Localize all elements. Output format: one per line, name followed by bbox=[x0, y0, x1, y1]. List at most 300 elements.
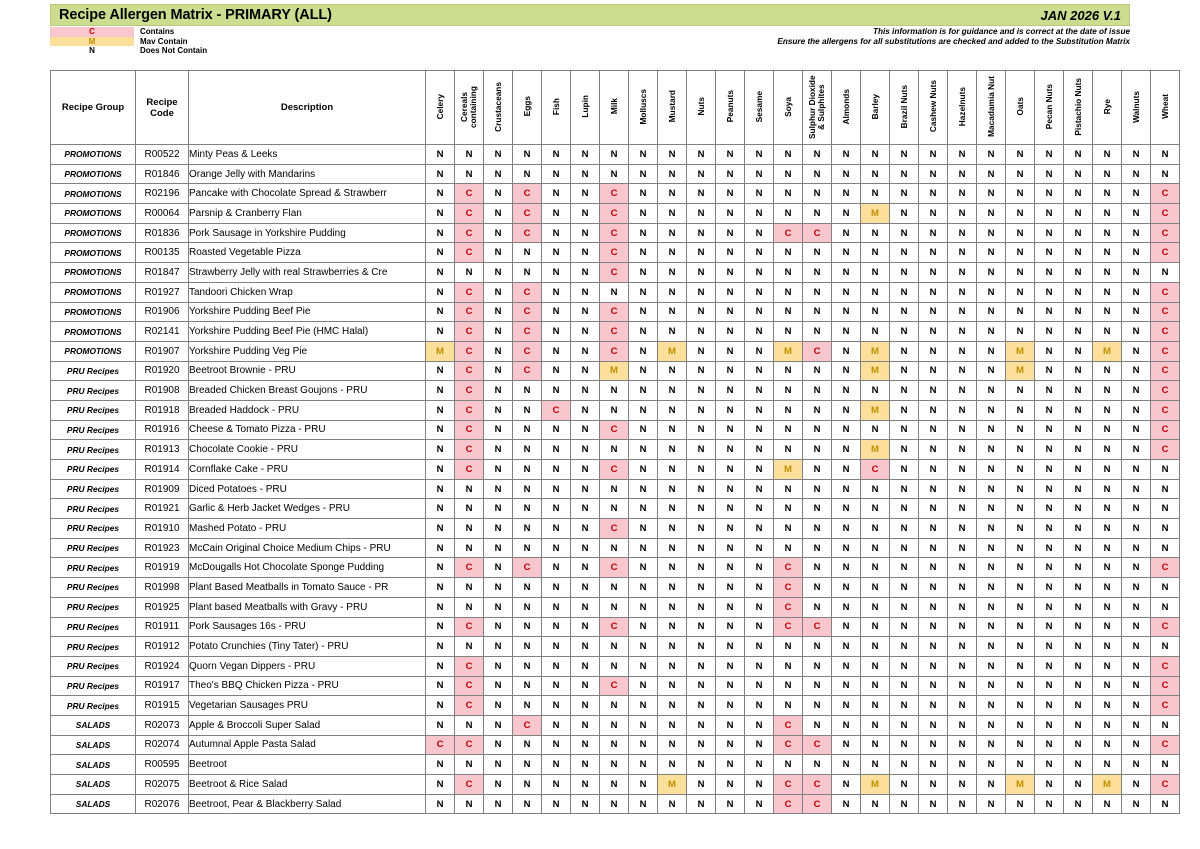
cell-allergen-status: N bbox=[716, 696, 745, 716]
cell-allergen-status: N bbox=[745, 400, 774, 420]
cell-allergen-status: N bbox=[1064, 538, 1093, 558]
table-row[interactable] bbox=[51, 597, 1180, 617]
disclaimer bbox=[777, 27, 1130, 47]
cell-allergen-status: N bbox=[1093, 558, 1122, 578]
cell-allergen-status: N bbox=[542, 715, 571, 735]
cell-allergen-status: N bbox=[1093, 302, 1122, 322]
cell-recipe-code: R01915 bbox=[136, 696, 189, 716]
cell-allergen-status: N bbox=[571, 637, 600, 657]
legend-key-n: N bbox=[89, 46, 95, 55]
cell-allergen-status: N bbox=[861, 184, 890, 204]
cell-allergen-status: N bbox=[1064, 322, 1093, 342]
cell-allergen-status: N bbox=[890, 794, 919, 814]
cell-allergen-status: N bbox=[426, 460, 455, 480]
cell-allergen-status: N bbox=[803, 440, 832, 460]
cell-allergen-status: M bbox=[861, 400, 890, 420]
cell-allergen-status: N bbox=[484, 715, 513, 735]
cell-allergen-status: N bbox=[745, 637, 774, 657]
cell-allergen-status: C bbox=[600, 460, 629, 480]
cell-allergen-status: N bbox=[687, 420, 716, 440]
cell-allergen-status: N bbox=[832, 460, 861, 480]
cell-allergen-status: N bbox=[948, 282, 977, 302]
cell-allergen-status: N bbox=[948, 223, 977, 243]
cell-description: Breaded Haddock - PRU bbox=[189, 400, 426, 420]
cell-allergen-status: N bbox=[658, 322, 687, 342]
cell-allergen-status: C bbox=[455, 400, 484, 420]
table-row[interactable] bbox=[51, 322, 1180, 342]
cell-recipe-code: R01912 bbox=[136, 637, 189, 657]
cell-description: Pork Sausage in Yorkshire Pudding bbox=[189, 223, 426, 243]
cell-allergen-status: N bbox=[629, 755, 658, 775]
cell-allergen-status: N bbox=[629, 420, 658, 440]
cell-allergen-status: N bbox=[1093, 164, 1122, 184]
cell-allergen-status: N bbox=[977, 381, 1006, 401]
cell-allergen-status: N bbox=[977, 479, 1006, 499]
cell-allergen-status: N bbox=[803, 479, 832, 499]
cell-allergen-status: N bbox=[948, 558, 977, 578]
cell-allergen-status: N bbox=[571, 184, 600, 204]
cell-allergen-status: N bbox=[1122, 400, 1151, 420]
table-row[interactable] bbox=[51, 460, 1180, 480]
cell-allergen-status: N bbox=[484, 460, 513, 480]
cell-allergen-status: N bbox=[1006, 578, 1035, 598]
allergen-header-label: Crustaceans bbox=[492, 81, 503, 132]
cell-allergen-status: N bbox=[774, 479, 803, 499]
cell-allergen-status: N bbox=[832, 223, 861, 243]
column-header-allergen bbox=[542, 71, 571, 145]
cell-allergen-status: N bbox=[716, 617, 745, 637]
cell-allergen-status: N bbox=[774, 282, 803, 302]
cell-allergen-status: M bbox=[1093, 341, 1122, 361]
cell-allergen-status: N bbox=[716, 637, 745, 657]
cell-allergen-status: N bbox=[948, 145, 977, 165]
cell-allergen-status: N bbox=[977, 341, 1006, 361]
table-row[interactable] bbox=[51, 243, 1180, 263]
cell-allergen-status: N bbox=[1064, 775, 1093, 795]
cell-allergen-status: N bbox=[977, 696, 1006, 716]
table-row[interactable] bbox=[51, 676, 1180, 696]
cell-allergen-status: N bbox=[1093, 637, 1122, 657]
table-row[interactable] bbox=[51, 775, 1180, 795]
cell-allergen-status: N bbox=[948, 696, 977, 716]
cell-allergen-status: N bbox=[948, 538, 977, 558]
cell-allergen-status: N bbox=[1122, 479, 1151, 499]
cell-allergen-status: N bbox=[1035, 676, 1064, 696]
column-header-allergen bbox=[1006, 71, 1035, 145]
cell-allergen-status: N bbox=[1122, 755, 1151, 775]
cell-allergen-status: N bbox=[1006, 597, 1035, 617]
cell-allergen-status: N bbox=[919, 715, 948, 735]
cell-allergen-status: N bbox=[716, 381, 745, 401]
cell-allergen-status: N bbox=[426, 282, 455, 302]
cell-allergen-status: N bbox=[513, 617, 542, 637]
disclaimer-line-1: This information is for guidance and is correct at the date of issue bbox=[872, 27, 1130, 36]
cell-allergen-status: N bbox=[426, 400, 455, 420]
cell-allergen-status: N bbox=[919, 361, 948, 381]
cell-allergen-status: N bbox=[919, 460, 948, 480]
column-header-allergen bbox=[687, 71, 716, 145]
cell-allergen-status: C bbox=[600, 519, 629, 539]
cell-allergen-status: N bbox=[1122, 735, 1151, 755]
cell-allergen-status: N bbox=[716, 164, 745, 184]
cell-allergen-status: C bbox=[513, 341, 542, 361]
allergen-header-label: Brazil Nuts bbox=[898, 84, 909, 129]
table-row[interactable] bbox=[51, 420, 1180, 440]
cell-allergen-status: N bbox=[977, 322, 1006, 342]
table-row[interactable] bbox=[51, 755, 1180, 775]
cell-allergen-status: N bbox=[1122, 637, 1151, 657]
cell-allergen-status: N bbox=[484, 617, 513, 637]
cell-allergen-status: N bbox=[687, 341, 716, 361]
table-row[interactable] bbox=[51, 302, 1180, 322]
cell-allergen-status: C bbox=[513, 282, 542, 302]
cell-allergen-status: N bbox=[890, 558, 919, 578]
table-row[interactable] bbox=[51, 794, 1180, 814]
cell-allergen-status: N bbox=[687, 617, 716, 637]
cell-allergen-status: N bbox=[513, 499, 542, 519]
table-row[interactable] bbox=[51, 479, 1180, 499]
cell-allergen-status: N bbox=[1122, 775, 1151, 795]
cell-allergen-status: N bbox=[1151, 164, 1180, 184]
cell-allergen-status: N bbox=[571, 204, 600, 224]
cell-allergen-status: N bbox=[745, 184, 774, 204]
cell-allergen-status: C bbox=[774, 794, 803, 814]
cell-description: Yorkshire Pudding Beef Pie (HMC Halal) bbox=[189, 322, 426, 342]
cell-allergen-status: N bbox=[600, 696, 629, 716]
cell-allergen-status: N bbox=[803, 696, 832, 716]
cell-allergen-status: N bbox=[542, 420, 571, 440]
table-row[interactable] bbox=[51, 282, 1180, 302]
cell-recipe-code: R02074 bbox=[136, 735, 189, 755]
cell-allergen-status: N bbox=[687, 184, 716, 204]
legend-label-n: Does Not Contain bbox=[140, 46, 208, 55]
cell-allergen-status: N bbox=[455, 597, 484, 617]
cell-allergen-status: N bbox=[658, 656, 687, 676]
cell-allergen-status: N bbox=[1006, 440, 1035, 460]
cell-allergen-status: N bbox=[745, 341, 774, 361]
cell-allergen-status: N bbox=[716, 184, 745, 204]
cell-allergen-status: N bbox=[542, 558, 571, 578]
cell-allergen-status: N bbox=[426, 420, 455, 440]
column-header-allergen bbox=[716, 71, 745, 145]
cell-allergen-status: N bbox=[687, 519, 716, 539]
cell-allergen-status: N bbox=[716, 735, 745, 755]
cell-allergen-status: N bbox=[948, 460, 977, 480]
cell-allergen-status: N bbox=[1064, 440, 1093, 460]
cell-allergen-status: N bbox=[600, 656, 629, 676]
table-row[interactable] bbox=[51, 400, 1180, 420]
cell-recipe-code: R01908 bbox=[136, 381, 189, 401]
cell-allergen-status: N bbox=[571, 558, 600, 578]
cell-allergen-status: N bbox=[919, 302, 948, 322]
cell-allergen-status: N bbox=[513, 263, 542, 283]
cell-allergen-status: N bbox=[658, 263, 687, 283]
cell-allergen-status: N bbox=[1035, 755, 1064, 775]
cell-allergen-status: N bbox=[919, 223, 948, 243]
table-row[interactable] bbox=[51, 656, 1180, 676]
cell-allergen-status: N bbox=[861, 558, 890, 578]
cell-recipe-code: R01911 bbox=[136, 617, 189, 637]
cell-allergen-status: N bbox=[1093, 656, 1122, 676]
table-row[interactable] bbox=[51, 184, 1180, 204]
cell-allergen-status: N bbox=[745, 656, 774, 676]
cell-allergen-status: N bbox=[716, 263, 745, 283]
column-header-allergen bbox=[745, 71, 774, 145]
table-row[interactable] bbox=[51, 617, 1180, 637]
table-row[interactable] bbox=[51, 499, 1180, 519]
legend-key-c: C bbox=[50, 27, 134, 37]
cell-allergen-status: N bbox=[919, 440, 948, 460]
cell-allergen-status: C bbox=[1151, 440, 1180, 460]
cell-allergen-status: N bbox=[977, 184, 1006, 204]
cell-allergen-status: N bbox=[484, 775, 513, 795]
table-row[interactable] bbox=[51, 637, 1180, 657]
cell-allergen-status: N bbox=[542, 538, 571, 558]
table-row[interactable] bbox=[51, 145, 1180, 165]
cell-allergen-status: N bbox=[803, 676, 832, 696]
allergen-header-label: Rye bbox=[1101, 98, 1112, 115]
cell-allergen-status: N bbox=[571, 420, 600, 440]
cell-allergen-status: N bbox=[977, 656, 1006, 676]
cell-allergen-status: N bbox=[1064, 381, 1093, 401]
cell-allergen-status: N bbox=[774, 696, 803, 716]
cell-allergen-status: N bbox=[629, 282, 658, 302]
cell-allergen-status: N bbox=[542, 676, 571, 696]
column-header-allergen bbox=[919, 71, 948, 145]
cell-allergen-status: N bbox=[1064, 578, 1093, 598]
cell-allergen-status: N bbox=[977, 440, 1006, 460]
cell-allergen-status: N bbox=[919, 184, 948, 204]
table-row[interactable] bbox=[51, 381, 1180, 401]
cell-allergen-status: N bbox=[977, 755, 1006, 775]
cell-allergen-status: N bbox=[513, 637, 542, 657]
cell-allergen-status: C bbox=[513, 322, 542, 342]
table-row[interactable] bbox=[51, 715, 1180, 735]
table-row[interactable] bbox=[51, 204, 1180, 224]
cell-allergen-status: N bbox=[484, 676, 513, 696]
cell-allergen-status: N bbox=[1006, 676, 1035, 696]
cell-recipe-code: R00595 bbox=[136, 755, 189, 775]
cell-allergen-status: N bbox=[1122, 302, 1151, 322]
cell-allergen-status: N bbox=[455, 145, 484, 165]
cell-recipe-code: R01909 bbox=[136, 479, 189, 499]
cell-allergen-status: N bbox=[629, 400, 658, 420]
cell-allergen-status: N bbox=[484, 538, 513, 558]
cell-allergen-status: N bbox=[948, 755, 977, 775]
cell-allergen-status: N bbox=[745, 145, 774, 165]
table-row[interactable] bbox=[51, 164, 1180, 184]
cell-recipe-group: PROMOTIONS bbox=[51, 164, 136, 184]
cell-description: McCain Original Choice Medium Chips - PRU bbox=[189, 538, 426, 558]
cell-allergen-status: N bbox=[629, 204, 658, 224]
cell-allergen-status: N bbox=[832, 696, 861, 716]
table-row[interactable] bbox=[51, 558, 1180, 578]
cell-allergen-status: N bbox=[571, 656, 600, 676]
table-row[interactable] bbox=[51, 223, 1180, 243]
cell-allergen-status: N bbox=[571, 223, 600, 243]
cell-allergen-status: N bbox=[890, 263, 919, 283]
cell-allergen-status: N bbox=[658, 637, 687, 657]
cell-allergen-status: N bbox=[426, 164, 455, 184]
cell-allergen-status: N bbox=[571, 361, 600, 381]
cell-allergen-status: N bbox=[542, 578, 571, 598]
cell-allergen-status: N bbox=[832, 578, 861, 598]
cell-allergen-status: N bbox=[948, 715, 977, 735]
column-header-allergen bbox=[977, 71, 1006, 145]
table-row[interactable] bbox=[51, 578, 1180, 598]
cell-allergen-status: N bbox=[513, 400, 542, 420]
cell-allergen-status: N bbox=[832, 558, 861, 578]
cell-allergen-status: N bbox=[716, 145, 745, 165]
cell-allergen-status: N bbox=[977, 676, 1006, 696]
cell-allergen-status: N bbox=[861, 676, 890, 696]
cell-allergen-status: N bbox=[571, 597, 600, 617]
title-bar bbox=[50, 4, 1130, 26]
cell-allergen-status: N bbox=[1122, 538, 1151, 558]
table-row[interactable] bbox=[51, 341, 1180, 361]
cell-allergen-status: N bbox=[571, 460, 600, 480]
cell-allergen-status: N bbox=[484, 440, 513, 460]
cell-allergen-status: N bbox=[948, 637, 977, 657]
cell-allergen-status: N bbox=[716, 499, 745, 519]
cell-allergen-status: N bbox=[658, 676, 687, 696]
cell-allergen-status: N bbox=[832, 519, 861, 539]
cell-allergen-status: N bbox=[629, 322, 658, 342]
cell-allergen-status: N bbox=[716, 322, 745, 342]
cell-description: Mashed Potato - PRU bbox=[189, 519, 426, 539]
cell-allergen-status: N bbox=[745, 164, 774, 184]
cell-allergen-status: N bbox=[484, 499, 513, 519]
cell-allergen-status: M bbox=[861, 775, 890, 795]
cell-allergen-status: C bbox=[600, 420, 629, 440]
cell-allergen-status: N bbox=[832, 735, 861, 755]
cell-allergen-status: N bbox=[948, 302, 977, 322]
cell-allergen-status: N bbox=[658, 440, 687, 460]
cell-recipe-code: R01924 bbox=[136, 656, 189, 676]
cell-allergen-status: N bbox=[977, 460, 1006, 480]
cell-allergen-status: N bbox=[861, 637, 890, 657]
header-row bbox=[51, 71, 1180, 145]
cell-allergen-status: C bbox=[1151, 696, 1180, 716]
cell-allergen-status: N bbox=[687, 164, 716, 184]
cell-recipe-group: PROMOTIONS bbox=[51, 145, 136, 165]
allergen-header-label: Almonds bbox=[840, 88, 851, 125]
cell-allergen-status: N bbox=[716, 243, 745, 263]
cell-allergen-status: N bbox=[1006, 519, 1035, 539]
cell-description: Yorkshire Pudding Beef Pie bbox=[189, 302, 426, 322]
cell-allergen-status: N bbox=[832, 656, 861, 676]
cell-allergen-status: N bbox=[1035, 400, 1064, 420]
cell-allergen-status: N bbox=[977, 794, 1006, 814]
cell-allergen-status: N bbox=[1064, 637, 1093, 657]
table-row[interactable] bbox=[51, 519, 1180, 539]
cell-allergen-status: N bbox=[861, 578, 890, 598]
cell-allergen-status: N bbox=[1122, 263, 1151, 283]
cell-allergen-status: N bbox=[1122, 696, 1151, 716]
cell-allergen-status: N bbox=[658, 145, 687, 165]
cell-recipe-group: PROMOTIONS bbox=[51, 223, 136, 243]
cell-allergen-status: N bbox=[600, 400, 629, 420]
cell-allergen-status: N bbox=[803, 381, 832, 401]
cell-description: Parsnip & Cranberry Flan bbox=[189, 204, 426, 224]
cell-allergen-status: C bbox=[774, 617, 803, 637]
cell-allergen-status: N bbox=[716, 302, 745, 322]
cell-allergen-status: N bbox=[426, 499, 455, 519]
cell-allergen-status: N bbox=[1006, 735, 1035, 755]
cell-allergen-status: N bbox=[890, 282, 919, 302]
cell-allergen-status: C bbox=[513, 361, 542, 381]
cell-allergen-status: N bbox=[1093, 263, 1122, 283]
cell-allergen-status: C bbox=[1151, 204, 1180, 224]
cell-allergen-status: N bbox=[1035, 322, 1064, 342]
cell-allergen-status: N bbox=[687, 597, 716, 617]
column-header-recipe-code: Recipe Code bbox=[136, 71, 189, 145]
cell-allergen-status: N bbox=[745, 302, 774, 322]
cell-allergen-status: N bbox=[1035, 637, 1064, 657]
table-row[interactable] bbox=[51, 263, 1180, 283]
cell-allergen-status: N bbox=[890, 519, 919, 539]
cell-allergen-status: C bbox=[455, 184, 484, 204]
cell-allergen-status: N bbox=[948, 440, 977, 460]
cell-allergen-status: N bbox=[1064, 184, 1093, 204]
cell-allergen-status: N bbox=[426, 775, 455, 795]
cell-recipe-group: SALADS bbox=[51, 715, 136, 735]
table-row[interactable] bbox=[51, 696, 1180, 716]
allergen-header-label: Lupin bbox=[579, 95, 590, 118]
cell-allergen-status: N bbox=[948, 597, 977, 617]
cell-allergen-status: N bbox=[542, 735, 571, 755]
cell-allergen-status: C bbox=[1151, 361, 1180, 381]
cell-allergen-status: C bbox=[861, 460, 890, 480]
table-row[interactable] bbox=[51, 440, 1180, 460]
cell-allergen-status: N bbox=[803, 164, 832, 184]
table-row[interactable] bbox=[51, 735, 1180, 755]
cell-allergen-status: C bbox=[455, 775, 484, 795]
legend-label-m: Mav Contain bbox=[140, 36, 188, 46]
cell-allergen-status: N bbox=[832, 302, 861, 322]
cell-allergen-status: N bbox=[1064, 460, 1093, 480]
cell-allergen-status: N bbox=[687, 440, 716, 460]
cell-allergen-status: N bbox=[1006, 164, 1035, 184]
cell-description: Plant Based Meatballs in Tomato Sauce - PR bbox=[189, 578, 426, 598]
cell-recipe-code: R01910 bbox=[136, 519, 189, 539]
cell-recipe-group: PROMOTIONS bbox=[51, 204, 136, 224]
cell-allergen-status: N bbox=[1006, 794, 1035, 814]
cell-allergen-status: N bbox=[513, 145, 542, 165]
cell-allergen-status: N bbox=[977, 519, 1006, 539]
cell-allergen-status: N bbox=[571, 400, 600, 420]
table-row[interactable] bbox=[51, 361, 1180, 381]
cell-allergen-status: N bbox=[716, 656, 745, 676]
cell-allergen-status: C bbox=[513, 223, 542, 243]
cell-allergen-status: N bbox=[919, 519, 948, 539]
cell-allergen-status: N bbox=[803, 460, 832, 480]
cell-allergen-status: N bbox=[687, 145, 716, 165]
cell-allergen-status: N bbox=[716, 204, 745, 224]
cell-allergen-status: N bbox=[1064, 302, 1093, 322]
column-header-allergen bbox=[774, 71, 803, 145]
table-row[interactable] bbox=[51, 538, 1180, 558]
cell-allergen-status: N bbox=[1035, 656, 1064, 676]
cell-allergen-status: N bbox=[1151, 538, 1180, 558]
cell-recipe-group: PROMOTIONS bbox=[51, 282, 136, 302]
cell-allergen-status: N bbox=[774, 243, 803, 263]
cell-allergen-status: N bbox=[629, 735, 658, 755]
cell-allergen-status: N bbox=[658, 223, 687, 243]
cell-allergen-status: N bbox=[977, 164, 1006, 184]
column-header-allergen bbox=[426, 71, 455, 145]
cell-allergen-status: N bbox=[1064, 676, 1093, 696]
